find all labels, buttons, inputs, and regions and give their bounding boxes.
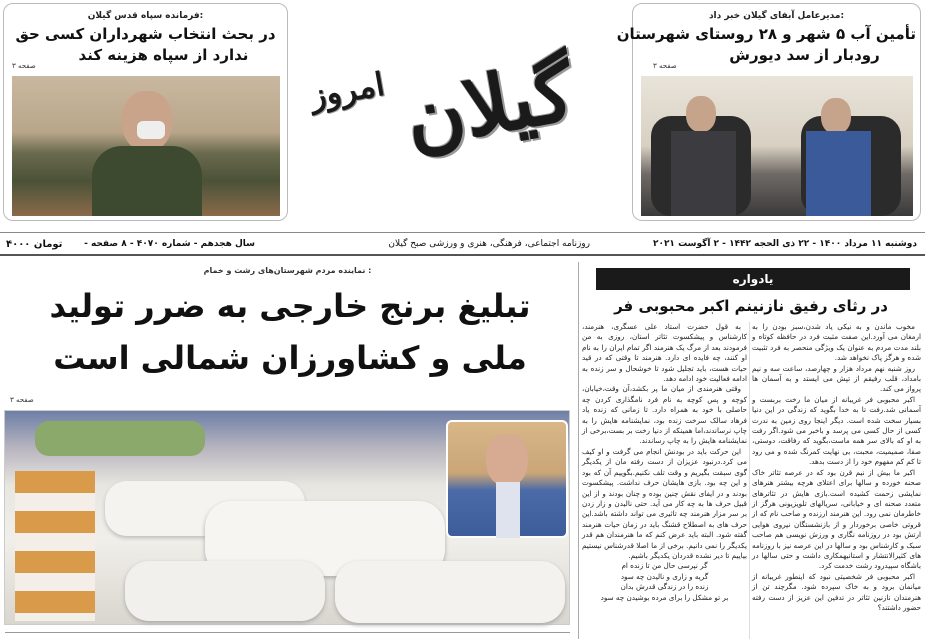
poem-line: گر نپرسی حال من تا زنده ام [621,561,708,571]
issue-date: دوشنبه ۱۱ مرداد ۱۴۰۰ - ۲۲ ذی الحجه ۱۴۴۲ - ۲ آگوست ۲۰۲۱ [652,239,917,249]
meeting-photo [641,76,913,216]
mp-portrait-photo [446,420,568,538]
page-reference: صفحه ۳ [10,396,34,404]
story-kicker: فرمانده سپاه قدس گیلان: [87,11,204,21]
shirt-shape [496,482,520,538]
page-reference: صفحه ۳ [653,62,677,70]
page-reference: صفحه ۳ [12,62,36,70]
face-shape [486,434,528,486]
paragraph: وقتی هنرمندی از میان ما پر بکشد،آن وقت،خیابان، کوچه و پس کوچه به نام فرد نامگذاری کردن چه حاصلی با خود به همراه دارد. تا زمانی که زنده یاد فرهاد سالک سرخت زنده بود، نمایشنامه هایش را به چاپ نرساندند،اما همینکه از دنیا رخت بر بست،برخی از نمایشنامه هایش را به چاپ رساندند. [582,384,747,446]
mask-shape [137,121,165,139]
main-story-headline[interactable] [5,280,575,384]
story-kicker: مدیرعامل آبفای گیلان خبر داد: [708,11,845,21]
top-right-story[interactable] [616,3,921,221]
main-headline-line2[interactable]: ملی و کشاورزان شمالی است [53,339,527,377]
poem-line: زنده را در زندگی قدرش بدان [620,582,709,592]
rice-bag-shape [335,561,565,623]
issue-number: سال هجدهم - شماره ۴۰۷۰ - ۸ صفحه - [84,239,255,249]
column-rule [578,262,579,639]
memorial-title[interactable]: در رثای رفیق نازنینم اکبر محبوبی فر [614,297,888,315]
green-bag-shape [35,421,205,456]
logo-sub: امروز [307,64,388,116]
poem-line: گریه و زاری و نالیدن چه سود [620,571,709,581]
story-headline-line1[interactable]: در بحث انتخاب شهرداران کسی حق [15,25,276,43]
paragraph: اکبر محبوبی فر شخصیتی نبود که اینطور غریبانه از میانمان برود و به خاک سپرده شود. مگرچند تن از هنرمندان نازنین تئاتر در تدفین این عزیز از دست رفته حضور داشتند؟ [752,571,921,612]
paper-description: روزنامه اجتماعی، فرهنگی، هنری و ورزشی صبح گیلان [388,239,590,249]
paragraph: اکبر محبوبی فر غریبانه از میان ما رخت بربست و آسمانی شد.رفت تا به خدا بگوید که زندگی در این دنیا بسیار سخت شده است. دیگر اینجا روی زمین به ندرت کسی از حال کسی می پرسد و باخبر می شود.اگر رفت به او که بالای سر همه ماست،بگوید که رفاقت، دوستی، صفا، صمیمیت، محبت، بی نهایت کمرنگ شده و می رود تا کم کم مفهوم خود را از دست بدهد. [752,394,921,467]
shirt-shape [806,131,871,216]
price: ۴۰۰۰ تومان [6,239,63,250]
logo-main: گیلان [398,44,581,166]
story-headline-line1[interactable]: تأمین آب ۵ شهر و ۲۸ روستای شهرستان [616,25,916,43]
memorial-right-column [752,322,921,613]
section-label-memorial: یادواره [596,268,910,290]
paragraph: اکبر ما بیش از نیم قرن بود که در عرصه تئاتر خاک صحنه خورده و سالها برای اعتلای هرچه بیشتر هنرهای نمایشی زحمت کشیده است.بازی هایش در تئاترهای متعدد صحنه ای و خیابانی، سریالهای تلویزیونی هرگز از خاطرمان نمی رود. این هنرمند ارزنده و صاحب نام که از قروتی خاصی برخوردار و از بازنشستگان نیروی هوایی ارتش بود در روزنامه نگاری و ورزش نویسی هم صاحب سبک و کارشناس بود و سالها در این عرصه نیز با روزنامه های کثیرالانتشار و استانیهمکاری داشت و حتی سالها در باشگاه سپیدرود رشت خدمت کرد. [752,467,921,571]
dateline-bar [0,232,925,256]
newspaper-logo [300,0,630,230]
uniform-shape [92,146,202,216]
memorial-left-column [582,322,747,603]
paragraph: این حرکت باید در بودنش انجام می گرفت و او کیف می کرد.درنبود عزیزان از دست رفته مان از یکدیگر گوی سبقت بگیریم و وقت تلف نکنیم.بگوییم آن که بود و این چه بود. بازی هایشان حرف نداشت. پیشکسوت بودند و در ایفای نقش چنین بوده و چنان بودند و از این قبیل حرف ها به چه کار می آید. حتی نالیدن و زار زدن بر سر مزار هنرمند چه تاثیری می تواند داشته باشد.این حرف های به اصطلاح قشنگ باید در زمان حیات هنرمند گفته شود. البته باید عرض کنم که ما هنرمندان هم قدر یکدیگر را نمی دانیم. برخی از ما اصلا قدرشناس نیستیم بیاییم تا دیر نشده قدردان یکدیگر باشیم. [582,446,747,560]
suit-shape [671,131,736,216]
main-story-kicker: نماینده مردم شهرستان‌های رشت و خمام : [203,266,372,275]
paragraph: روز شنبه نهم مرداد هزار و چهارصد، ساعت سه و نیم بامداد، قلب رفیقم از تپش می ایستد و به آسمان ها پرواز می کند. [752,363,921,394]
face-shape [686,96,716,132]
divider [5,632,570,633]
paragraph: مخوب ماندن و به نیکی یاد شدن،سبز بودن را به ارمغان می آورد.این صفت مثبت فرد در حافظه کوتاه و بلند مدت مردم به عنوان یک ویژگی منحصر به فرد تثبیت شده و هرگز پاک نخواهد شد. [752,322,921,363]
story-headline-line2[interactable]: ندارد از سپاه هزینه کند [78,46,249,64]
story-headline-line2[interactable]: رودبار از سد دیورش [729,46,880,64]
main-headline-line1[interactable]: تبلیغ برنج خارجی به ضرر تولید [49,287,531,325]
column-rule [749,322,750,639]
rice-bag-shape [125,561,325,621]
paragraph: به قول حضرت استاد علی عسگری، هنرمند، کارشناس و پیشکسوت تئاتر استان، روزی به من فرمودند بعد از مرگ یک هنرمند اگر تمام ایران را به نام او کنند، چه فایده ای دارد. هنرمند تا وقتی که در قید حیات هست، باید تجلیل شود تا خوشحال و سر زنده به ادامه فعالیت خود ادامه دهد. [582,322,747,384]
commander-photo [12,76,280,216]
poem-line: بر تو مشکل را برای مرده بوشیدن چه سود [600,592,729,602]
face-shape [821,98,851,134]
top-left-story[interactable] [3,3,288,221]
orange-bags-shape [15,471,95,621]
